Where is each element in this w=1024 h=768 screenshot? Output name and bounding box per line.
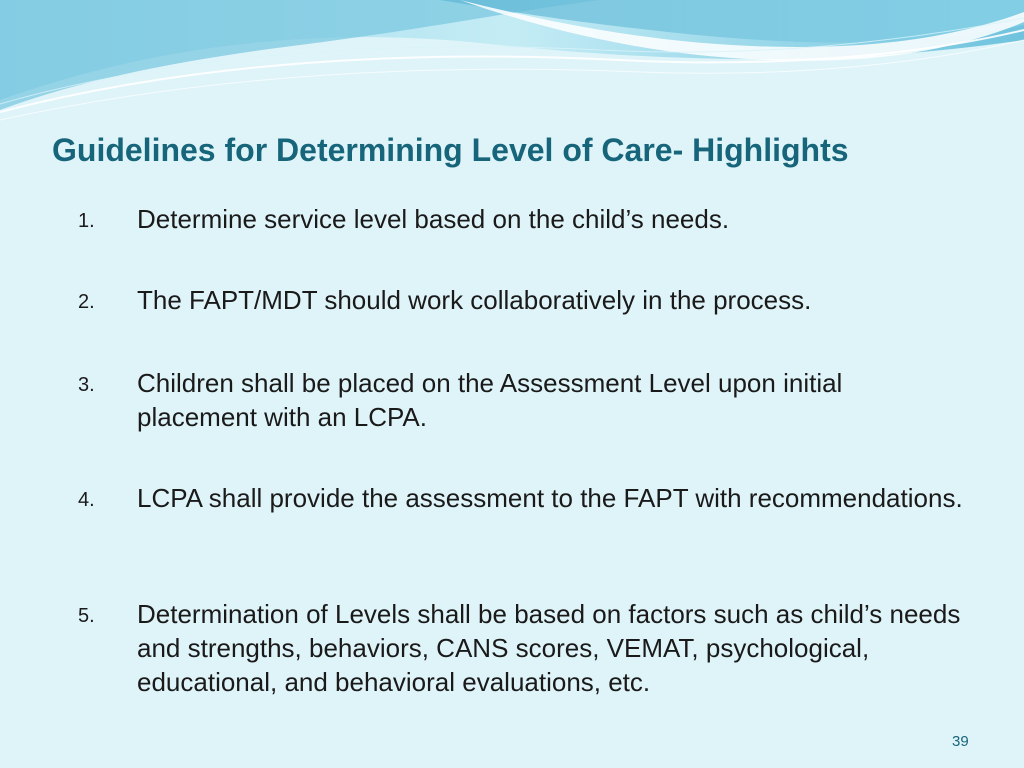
slide-title: Guidelines for Determining Level of Care- Highlights — [52, 132, 849, 168]
list-item-text: Children shall be placed on the Assessment Level upon initial placement with an LCPA. — [137, 368, 843, 432]
list-item-text: The FAPT/MDT should work collaboratively in the process. — [137, 285, 812, 315]
list-item-number: 5. — [78, 605, 95, 627]
list-item-text: Determine service level based on the child’s needs. — [137, 204, 730, 234]
list-item-text: LCPA shall provide the assessment to the FAPT with recommendations. — [137, 483, 963, 513]
list-item-number: 1. — [78, 210, 95, 232]
list-item-number: 4. — [78, 489, 95, 511]
page-number: 39 — [952, 733, 969, 750]
header-wave-decoration — [0, 0, 1024, 130]
list-item-number: 3. — [78, 374, 95, 396]
list-item-number: 2. — [78, 291, 95, 313]
list-item-text: Determination of Levels shall be based on factors such as child’s needs and strengths, behaviors, CANS scores, VEMAT, psychological, educational, and behavioral evaluations, etc. — [137, 599, 961, 697]
